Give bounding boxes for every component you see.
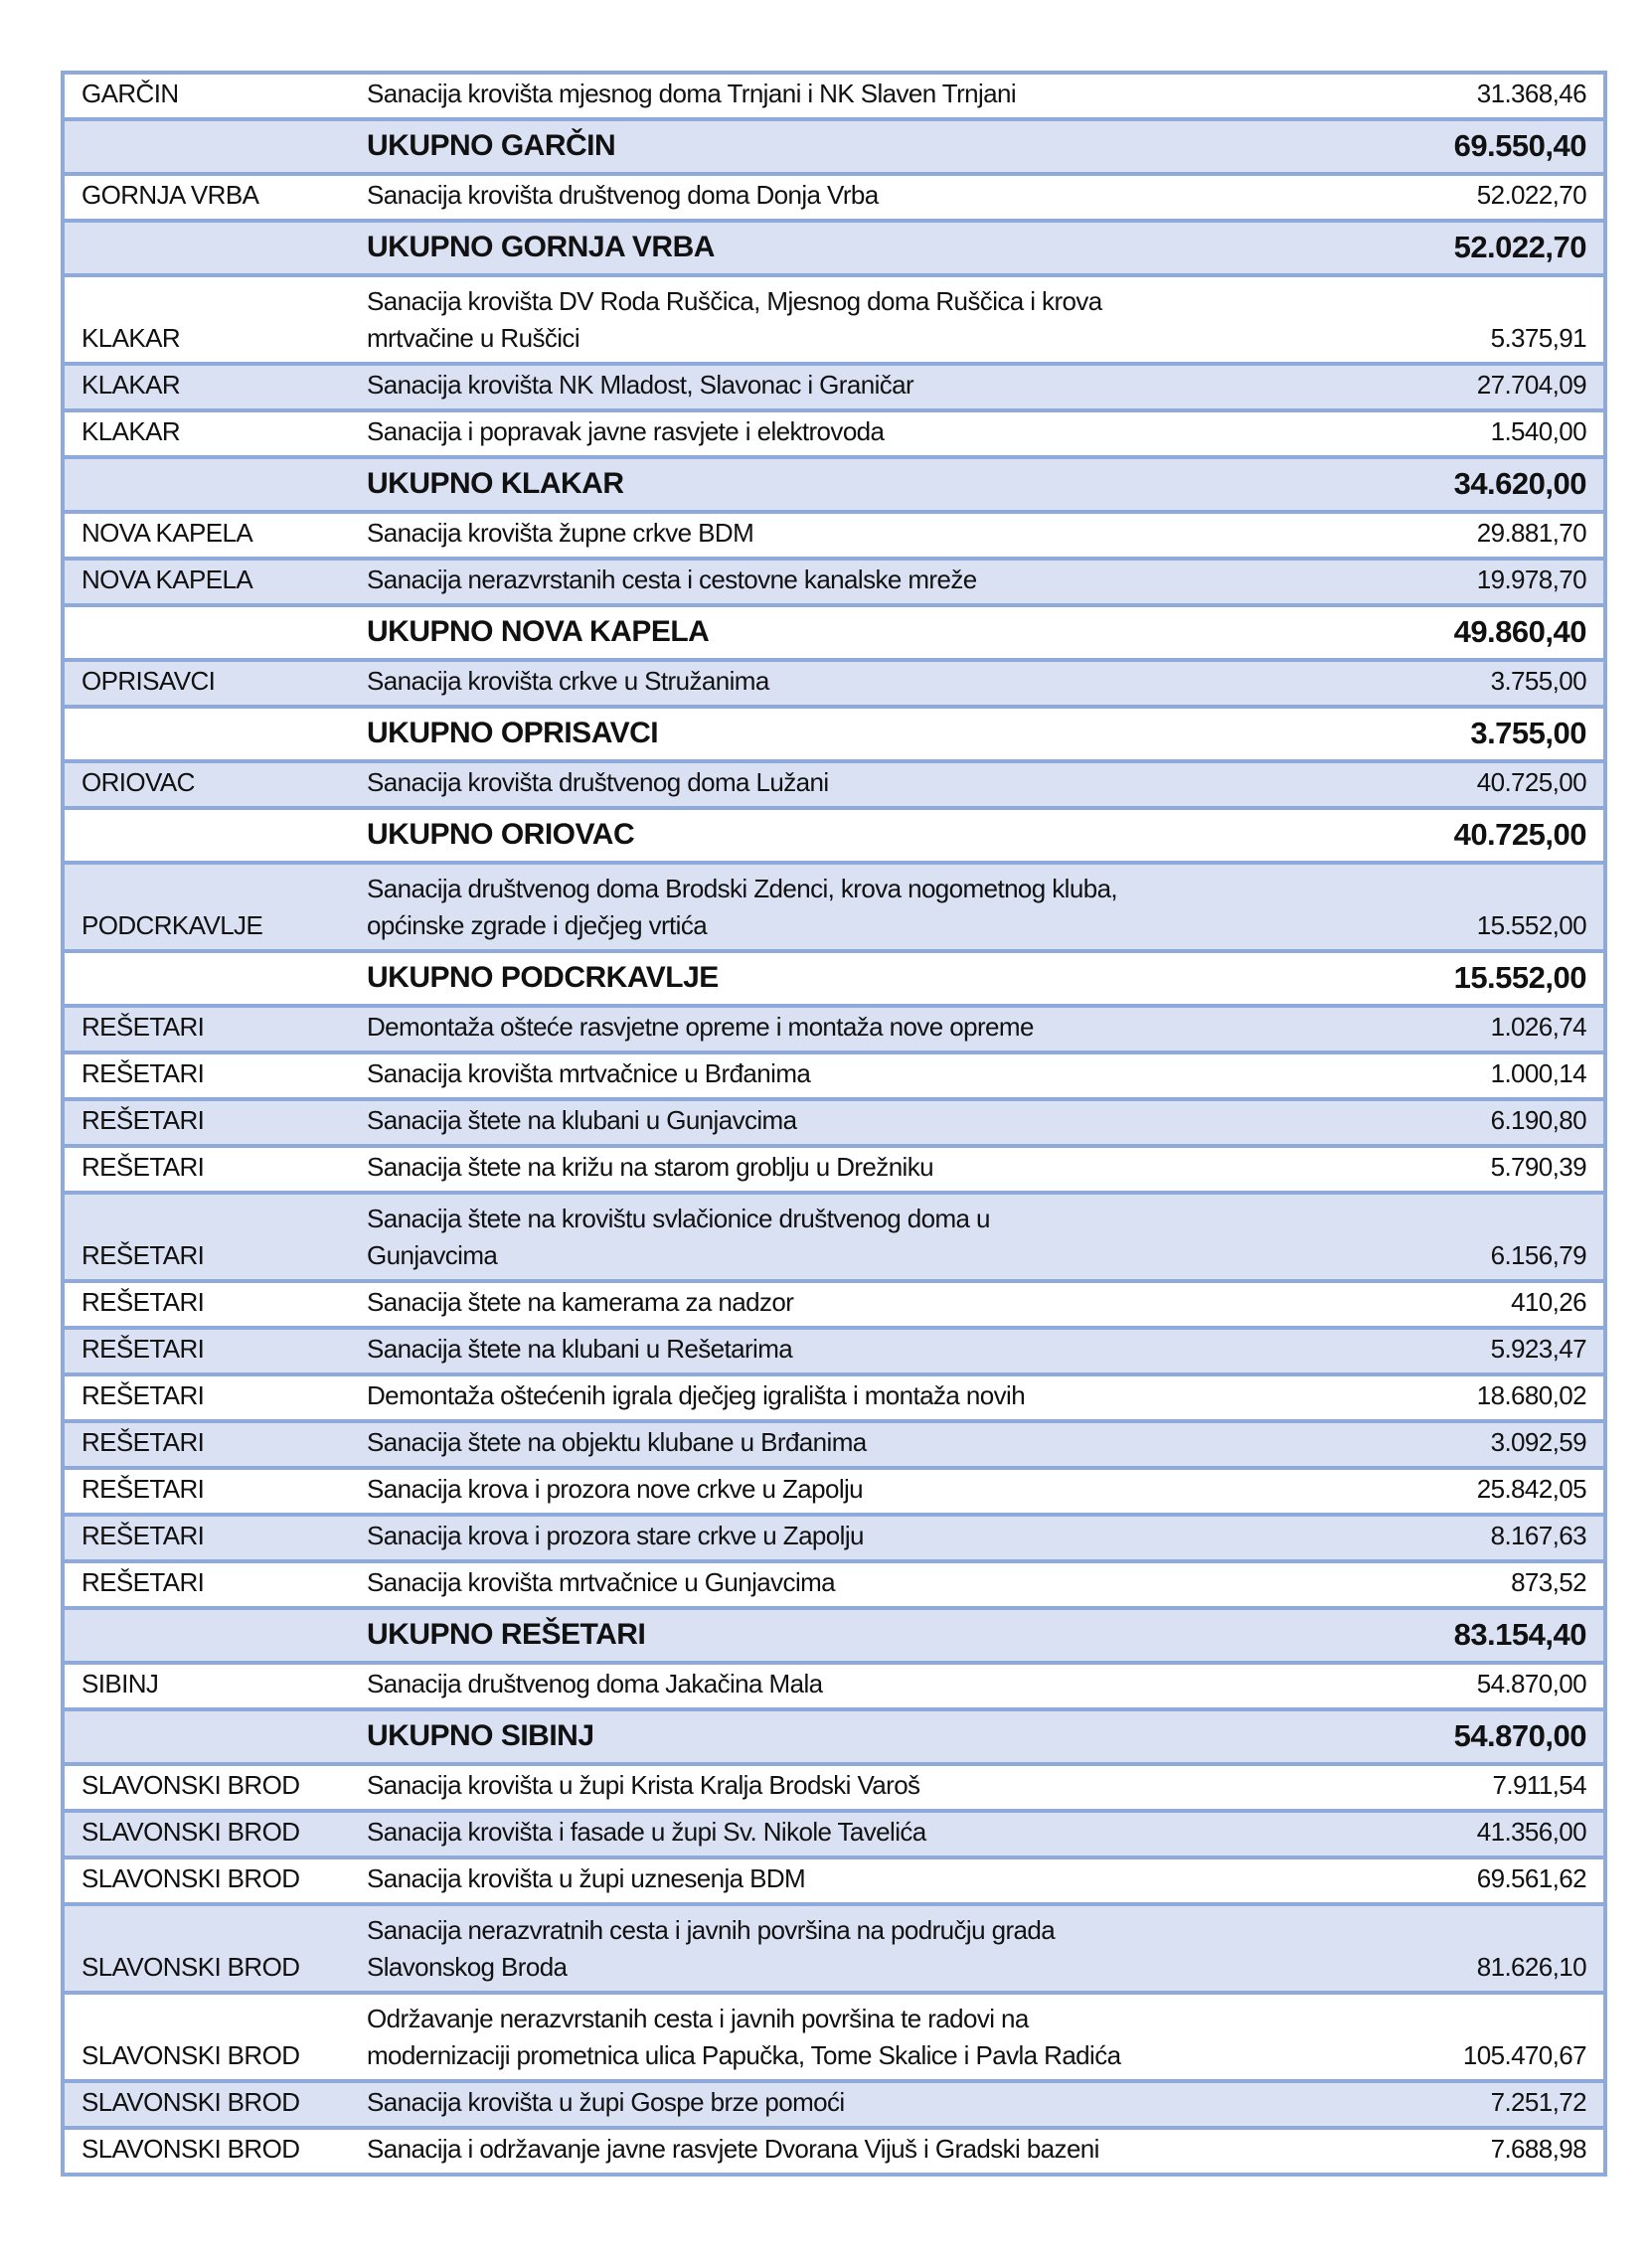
description-cell [361, 1006, 1377, 1052]
table-row [63, 1515, 1605, 1561]
description-line: UKUPNO NOVA KAPELA [367, 615, 710, 648]
amount-cell: 8.167,63 [1377, 1515, 1605, 1561]
table-row [63, 364, 1605, 410]
amount-cell: 27.704,09 [1377, 364, 1605, 410]
description-line: Sanacija krovišta društvenog doma Lužani [367, 767, 829, 797]
description-line: Sanacija krovišta crkve u Stružanima [367, 666, 769, 696]
table-row [63, 2128, 1605, 2175]
location-cell: OPRISAVCI [63, 660, 361, 707]
description-cell [361, 761, 1377, 808]
description-cell [361, 1468, 1377, 1515]
location-cell: GORNJA VRBA [82, 180, 259, 210]
table-row [63, 410, 1605, 457]
total-label-cell [361, 605, 1377, 660]
location-cell: REŠETARI [63, 1328, 361, 1374]
total-row [63, 605, 1605, 660]
description-line: Sanacija štete na klubani u Gunjavcima [367, 1105, 797, 1135]
amount-cell: 25.842,05 [1476, 1474, 1586, 1504]
description-line: Sanacija štete na krovištu svlačionice društvenog doma u [367, 1204, 990, 1233]
total-label-cell [361, 707, 1377, 761]
total-label-cell [361, 1709, 1377, 1764]
description-cell [361, 2128, 1377, 2175]
total-amount-cell: 83.154,40 [1377, 1608, 1605, 1663]
location-cell: SLAVONSKI BROD [82, 2134, 300, 2164]
description-line: Sanacija štete na kamerama za nadzor [367, 1287, 794, 1317]
description-line: UKUPNO PODCRKAVLJE [367, 961, 719, 994]
amount-cell: 873,52 [1511, 1567, 1586, 1597]
amount-cell: 105.470,67 [1462, 2040, 1586, 2070]
table-row [63, 1421, 1605, 1468]
total-row [63, 119, 1605, 174]
description-line: Sanacija štete na klubani u Rešetarima [367, 1334, 793, 1364]
amount-cell: 31.368,46 [1476, 79, 1586, 108]
description-line: UKUPNO REŠETARI [367, 1618, 646, 1651]
table-row [63, 174, 1605, 221]
description-line: Održavanje nerazvrstanih cesta i javnih površina te radovi na [367, 2004, 1029, 2033]
location-cell: KLAKAR [63, 364, 361, 410]
description-line: UKUPNO GORNJA VRBA [367, 231, 715, 263]
description-line: Sanacija krovišta mrtvačnice u Gunjavcima [367, 1567, 836, 1597]
description-cell [361, 1193, 1377, 1281]
description-line: Sanacija krovišta župne crkve BDM [367, 518, 754, 548]
table-row [63, 73, 1605, 119]
amount-cell: 5.923,47 [1377, 1328, 1605, 1374]
description-line: Sanacija društvenog doma Jakačina Mala [367, 1669, 823, 1698]
damage-repair-table-container [61, 71, 1607, 2177]
description-cell [361, 1421, 1377, 1468]
description-line: Sanacija štete na križu na starom groblju u Drežniku [367, 1152, 933, 1182]
description-cell [361, 275, 1377, 364]
amount-cell: 15.552,00 [1377, 863, 1605, 951]
table-row [63, 2081, 1605, 2128]
table-row [63, 1468, 1605, 1515]
location-cell: REŠETARI [82, 1474, 205, 1504]
location-cell [63, 1709, 361, 1764]
location-cell [63, 707, 361, 761]
table-row [63, 1561, 1605, 1608]
table-row [63, 512, 1605, 559]
total-row [63, 707, 1605, 761]
amount-cell: 410,26 [1511, 1287, 1586, 1317]
table-row [63, 1993, 1605, 2081]
total-row [63, 221, 1605, 275]
total-amount-cell: 15.552,00 [1453, 960, 1586, 995]
location-cell [63, 808, 361, 863]
location-cell: REŠETARI [63, 1099, 361, 1146]
description-cell [361, 2081, 1377, 2128]
location-cell: NOVA KAPELA [82, 518, 253, 548]
description-line: Sanacija krovišta i fasade u župi Sv. Nikole Tavelića [367, 1817, 926, 1847]
table-row [63, 559, 1605, 605]
total-label-cell [361, 221, 1377, 275]
location-cell: REŠETARI [63, 1006, 361, 1052]
description-line: Sanacija i popravak javne rasvjete i elektrovoda [367, 416, 885, 446]
table-row [63, 1811, 1605, 1857]
table-row [63, 1146, 1605, 1193]
table-row [63, 1006, 1605, 1052]
location-cell: REŠETARI [82, 1058, 205, 1088]
description-cell [361, 863, 1377, 951]
description-cell [361, 174, 1377, 221]
description-line: Sanacija nerazvrstanih cesta i cestovne kanalske mreže [367, 565, 977, 594]
total-label-cell [361, 808, 1377, 863]
table-row [63, 1663, 1605, 1709]
description-line: Sanacija krovišta NK Mladost, Slavonac i Graničar [367, 370, 914, 400]
description-line: Sanacija krovišta DV Roda Ruščica, Mjesnog doma Ruščica i krova [367, 286, 1102, 316]
description-cell [361, 1811, 1377, 1857]
description-cell [361, 364, 1377, 410]
description-line: Sanacija krovišta u župi uznesenja BDM [367, 1863, 806, 1893]
location-cell: SLAVONSKI BROD [82, 1770, 300, 1800]
description-line: UKUPNO SIBINJ [367, 1719, 594, 1752]
location-cell: KLAKAR [82, 416, 181, 446]
description-line: Sanacija nerazvratnih cesta i javnih površina na području grada [367, 1915, 1056, 1945]
location-cell: SIBINJ [82, 1669, 159, 1698]
description-line: Gunjavcima [367, 1240, 498, 1270]
amount-cell: 54.870,00 [1476, 1669, 1586, 1698]
description-line: Sanacija krovišta u župi Krista Kralja Brodski Varoš [367, 1770, 920, 1800]
description-line: Sanacija krova i prozora stare crkve u Zapolju [367, 1521, 864, 1550]
description-line: UKUPNO OPRISAVCI [367, 717, 659, 749]
amount-cell: 69.561,62 [1476, 1863, 1586, 1893]
description-cell [361, 1561, 1377, 1608]
description-cell [361, 1764, 1377, 1811]
location-cell: SLAVONSKI BROD [63, 1811, 361, 1857]
description-line: Sanacija krovišta mrtvačnice u Brđanima [367, 1058, 811, 1088]
description-cell [361, 1146, 1377, 1193]
location-cell: REŠETARI [82, 1567, 205, 1597]
table-row [63, 1374, 1605, 1421]
amount-cell: 41.356,00 [1377, 1811, 1605, 1857]
description-cell [361, 660, 1377, 707]
total-label-cell [361, 457, 1377, 512]
total-amount-cell: 34.620,00 [1377, 457, 1605, 512]
location-cell [63, 951, 361, 1006]
description-line: Sanacija krovišta u župi Gospe brze pomoći [367, 2087, 845, 2117]
description-cell [361, 73, 1377, 119]
description-cell [361, 1099, 1377, 1146]
total-amount-cell: 52.022,70 [1377, 221, 1605, 275]
location-cell: SLAVONSKI BROD [82, 2040, 300, 2070]
amount-cell: 52.022,70 [1476, 180, 1586, 210]
table-body [63, 73, 1605, 2175]
amount-cell: 29.881,70 [1476, 518, 1586, 548]
description-cell [361, 1515, 1377, 1561]
total-amount-cell: 40.725,00 [1453, 817, 1586, 852]
total-label-cell [361, 1608, 1377, 1663]
total-label-cell [361, 951, 1377, 1006]
description-cell [361, 1281, 1377, 1328]
total-row [63, 951, 1605, 1006]
total-label-cell [361, 119, 1377, 174]
total-amount-cell: 3.755,00 [1470, 716, 1586, 750]
description-line: UKUPNO KLAKAR [367, 467, 624, 500]
amount-cell: 6.190,80 [1377, 1099, 1605, 1146]
description-line: UKUPNO ORIOVAC [367, 818, 635, 851]
amount-cell: 40.725,00 [1377, 761, 1605, 808]
description-cell [361, 559, 1377, 605]
description-line: modernizaciji prometnica ulica Papučka, Tome Skalice i Pavla Radića [367, 2040, 1121, 2070]
description-cell [361, 1374, 1377, 1421]
table-row [63, 1904, 1605, 1993]
description-cell [361, 1993, 1377, 2081]
location-cell [63, 119, 361, 174]
location-cell: REŠETARI [63, 1193, 361, 1281]
location-cell: PODCRKAVLJE [63, 863, 361, 951]
description-line: Demontaža ošteće rasvjetne opreme i montaža nove opreme [367, 1012, 1034, 1042]
table-row [63, 275, 1605, 364]
table-row [63, 660, 1605, 707]
location-cell: NOVA KAPELA [63, 559, 361, 605]
description-cell [361, 1328, 1377, 1374]
location-cell [63, 457, 361, 512]
total-row [63, 1608, 1605, 1663]
location-cell: REŠETARI [82, 1152, 205, 1182]
description-line: općinske zgrade i dječjeg vrtića [367, 910, 708, 940]
amount-cell: 5.375,91 [1490, 323, 1586, 353]
table-row [63, 1281, 1605, 1328]
location-cell [63, 605, 361, 660]
description-line: Sanacija krovišta mjesnog doma Trnjani i NK Slaven Trnjani [367, 79, 1017, 108]
table-row [63, 1764, 1605, 1811]
description-cell [361, 1904, 1377, 1993]
amount-cell: 3.755,00 [1377, 660, 1605, 707]
amount-cell: 1.000,14 [1490, 1058, 1586, 1088]
location-cell [63, 1608, 361, 1663]
amount-cell: 6.156,79 [1377, 1193, 1605, 1281]
description-line: Sanacija i održavanje javne rasvjete Dvorana Vijuš i Gradski bazeni [367, 2134, 1099, 2164]
description-cell [361, 410, 1377, 457]
location-cell: REŠETARI [63, 1421, 361, 1468]
location-cell: REŠETARI [82, 1287, 205, 1317]
total-amount-cell: 54.870,00 [1377, 1709, 1605, 1764]
total-row [63, 808, 1605, 863]
description-cell [361, 1857, 1377, 1904]
amount-cell: 7.688,98 [1490, 2134, 1586, 2164]
location-cell: SLAVONSKI BROD [63, 2081, 361, 2128]
location-cell: ORIOVAC [63, 761, 361, 808]
amount-cell: 5.790,39 [1490, 1152, 1586, 1182]
location-cell: REŠETARI [63, 1515, 361, 1561]
total-row [63, 1709, 1605, 1764]
location-cell [63, 221, 361, 275]
location-cell: SLAVONSKI BROD [82, 1863, 300, 1893]
description-cell [361, 1663, 1377, 1709]
amount-cell: 81.626,10 [1377, 1904, 1605, 1993]
amount-cell: 19.978,70 [1377, 559, 1605, 605]
description-line: Demontaža oštećenih igrala dječjeg igrališta i montaža novih [367, 1380, 1026, 1410]
table-row [63, 1328, 1605, 1374]
description-line: mrtvačine u Ruščici [367, 323, 579, 353]
table-row [63, 863, 1605, 951]
table-row [63, 1052, 1605, 1099]
amount-cell: 7.251,72 [1377, 2081, 1605, 2128]
table-row [63, 761, 1605, 808]
location-cell: SLAVONSKI BROD [63, 1904, 361, 1993]
table-row [63, 1193, 1605, 1281]
location-cell: GARČIN [82, 79, 179, 108]
total-amount-cell: 69.550,40 [1377, 119, 1605, 174]
description-line: UKUPNO GARČIN [367, 129, 616, 162]
total-amount-cell: 49.860,40 [1453, 614, 1586, 649]
description-line: Sanacija štete na objektu klubane u Brđanima [367, 1427, 867, 1457]
table-row [63, 1857, 1605, 1904]
description-cell [361, 1052, 1377, 1099]
amount-cell: 1.026,74 [1377, 1006, 1605, 1052]
table-row [63, 1099, 1605, 1146]
amount-cell: 3.092,59 [1377, 1421, 1605, 1468]
amount-cell: 18.680,02 [1476, 1380, 1586, 1410]
amount-cell: 7.911,54 [1492, 1770, 1586, 1800]
total-row [63, 457, 1605, 512]
description-line: Sanacija krovišta društvenog doma Donja Vrba [367, 180, 879, 210]
description-line: Sanacija društvenog doma Brodski Zdenci, krova nogometnog kluba, [367, 874, 1118, 903]
description-cell [361, 512, 1377, 559]
description-line: Slavonskog Broda [367, 1952, 568, 1982]
description-line: Sanacija krova i prozora nove crkve u Zapolju [367, 1474, 864, 1504]
location-cell: KLAKAR [82, 323, 181, 353]
location-cell: REŠETARI [82, 1380, 205, 1410]
damage-repair-table [61, 71, 1607, 2177]
amount-cell: 1.540,00 [1490, 416, 1586, 446]
